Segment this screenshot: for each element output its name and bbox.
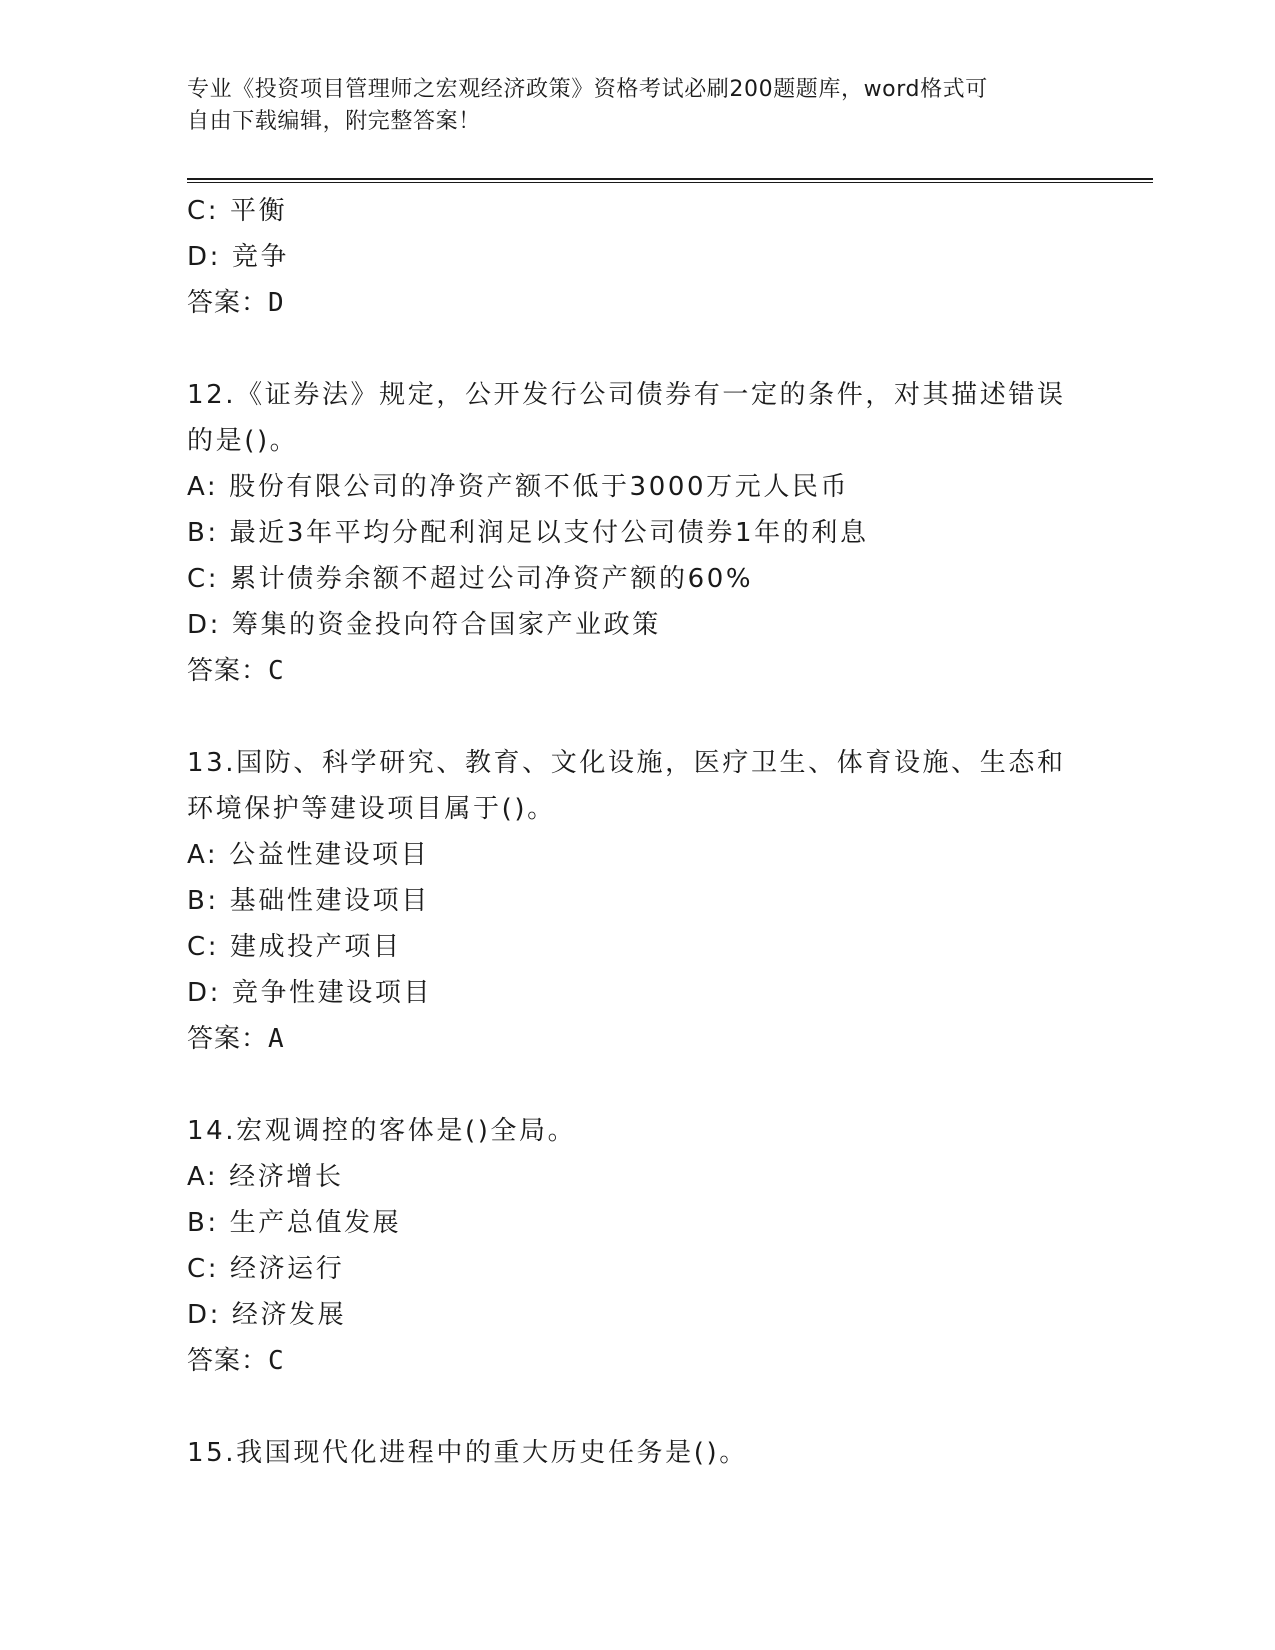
header-divider [187,178,1153,183]
option-b: B: 最近3年平均分配利润足以支付公司债券1年的利息 [187,518,869,548]
question-block-12 [187,372,1087,694]
option-a: A: 经济增长 [187,1162,344,1192]
answer-line: 答案：C [187,656,285,686]
question-text: 12.《证券法》规定，公开发行公司债券有一定的条件，对其描述错误 [187,380,1066,410]
option-d: D: 竞争 [187,242,290,272]
page-header [187,74,1067,138]
option-d: D: 经济发展 [187,1300,347,1330]
option-b: B: 基础性建设项目 [187,886,430,916]
question-block-15 [187,1430,1087,1476]
option-c: C: 平衡 [187,196,288,226]
option-a: A: 公益性建设项目 [187,840,430,870]
question-text: 15.我国现代化进程中的重大历史任务是()。 [187,1438,748,1468]
question-text: 14.宏观调控的客体是()全局。 [187,1116,577,1146]
header-title-line-2: 自由下载编辑，附完整答案！ [187,109,481,134]
option-a: A: 股份有限公司的净资产额不低于3000万元人民币 [187,472,850,502]
answer-line: 答案：C [187,1346,285,1376]
option-c: C: 建成投产项目 [187,932,402,962]
question-text-cont: 的是()。 [187,426,299,456]
question-list [187,188,1087,1476]
option-d: D: 竞争性建设项目 [187,978,433,1008]
option-d: D: 筹集的资金投向符合国家产业政策 [187,610,661,640]
answer-line: 答案：D [187,288,285,318]
answer-line: 答案：A [187,1024,285,1054]
question-text-cont: 环境保护等建设项目属于()。 [187,794,556,824]
question-block-13 [187,740,1087,1062]
option-c: C: 累计债券余额不超过公司净资产额的60% [187,564,754,594]
question-block-11-tail [187,188,1087,326]
header-title-line-1: 专业《投资项目管理师之宏观经济政策》资格考试必刷200题题库，word格式可 [187,77,988,102]
option-c: C: 经济运行 [187,1254,345,1284]
option-b: B: 生产总值发展 [187,1208,402,1238]
question-text: 13.国防、科学研究、教育、文化设施，医疗卫生、体育设施、生态和 [187,748,1066,778]
question-block-14 [187,1108,1087,1384]
